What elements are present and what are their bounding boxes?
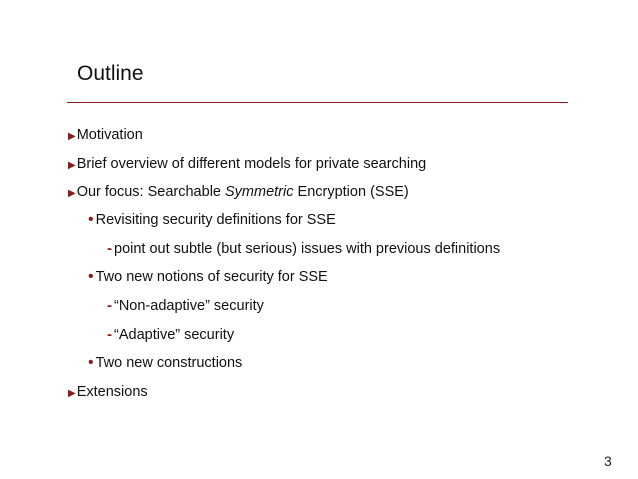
outline-item-text	[77, 183, 409, 201]
outline-item-text: “Non-adaptive” security	[114, 298, 264, 314]
outline-item-overview	[68, 155, 426, 175]
slide-number: 3	[604, 453, 612, 469]
outline-item-text: Two new constructions	[95, 355, 243, 371]
triangle-bullet-icon: ▶	[68, 160, 76, 171]
outline-item-text: Revisiting security definitions for SSE	[95, 212, 336, 228]
dot-bullet-icon: •	[88, 268, 94, 285]
outline-subitem-revisiting	[88, 211, 336, 229]
dot-bullet-icon: •	[88, 211, 94, 228]
slide-title: Outline	[77, 62, 144, 85]
triangle-bullet-icon: ▶	[68, 188, 76, 199]
triangle-bullet-icon: ▶	[68, 131, 76, 142]
outline-item-extensions	[68, 383, 148, 403]
triangle-bullet-icon: ▶	[68, 388, 76, 399]
outline-item-text: Two new notions of security for SSE	[95, 269, 328, 285]
outline-item-text: Brief overview of different models for private searching	[76, 156, 427, 172]
outline-item-text: Motivation	[76, 127, 143, 143]
outline-subsubitem-issues	[107, 240, 500, 258]
outline-subitem-notions	[88, 268, 328, 286]
outline-item-text: Extensions	[76, 384, 148, 400]
dash-bullet-icon: -	[107, 326, 112, 343]
outline-item-text: point out subtle (but serious) issues with previous definitions	[114, 241, 501, 257]
outline-text-segment: Our focus: Searchable	[76, 184, 226, 200]
outline-subsubitem-adaptive	[107, 326, 234, 344]
dot-bullet-icon: •	[88, 354, 94, 371]
dash-bullet-icon: -	[107, 240, 112, 257]
outline-subitem-constructions	[88, 354, 242, 372]
outline-text-emphasis: Symmetric	[225, 184, 294, 200]
outline-item-motivation	[68, 126, 143, 146]
outline-item-text: “Adaptive” security	[114, 327, 235, 343]
outline-text-segment: Encryption (SSE)	[293, 184, 409, 200]
outline-subsubitem-nonadaptive	[107, 297, 264, 315]
dash-bullet-icon: -	[107, 297, 112, 314]
outline-item-focus	[68, 183, 409, 203]
